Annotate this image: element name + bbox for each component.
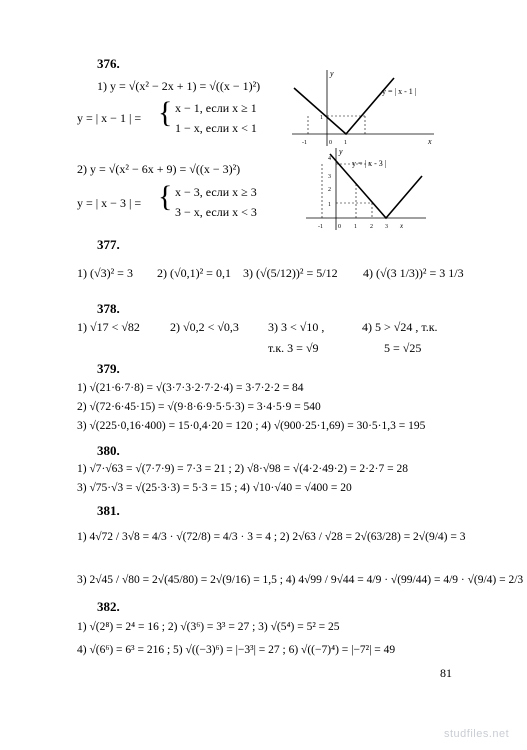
note-378-3: т.к. 3 = √9 (268, 341, 319, 355)
g2-xt-0: 0 (338, 224, 341, 230)
item-377-3: 3) (√(5/12))² = 5/12 (243, 266, 338, 280)
item-382-123: 1) √(2⁸) = 2⁴ = 16 ; 2) √(3⁶) = 3³ = 27 ; 3) √(5⁴) = 5² = 25 (77, 621, 340, 633)
graph-line (294, 78, 394, 134)
item-379-34: 3) √(225·0,16·400) = 15·0,4·20 = 120 ; 4) √(900·25·1,69) = 30·5·1,3 = 195 (77, 420, 426, 432)
g1-fn-label: y = | x - 1 | (382, 87, 417, 96)
heading-382: 382. (97, 599, 120, 614)
g2-fn-label: y = | x - 3 | (352, 159, 387, 168)
case-376-1b: 1 − x, если x < 1 (175, 121, 257, 135)
g1-xlabel: x (428, 137, 432, 146)
g2-yt-2: 2 (328, 187, 331, 193)
item-380-12: 1) √7·√63 = √(7·7·9) = 7·3 = 21 ; 2) √8·√98 = √(4·2·49·2) = 2·2·7 = 28 (77, 463, 409, 475)
g2-ylabel: y (339, 147, 343, 156)
g2-xt-x: x (400, 222, 404, 230)
eq-376-abs2: y = | x − 3 | = (77, 196, 142, 210)
heading-376: 376. (97, 56, 120, 71)
note-378-4: 5 = √25 (384, 341, 422, 355)
g2-yt-3: 3 (328, 174, 331, 180)
brace-376-2: { (158, 180, 173, 213)
case-376-2b: 3 − x, если x < 3 (175, 205, 257, 219)
g1-tick-0: 0 (329, 140, 332, 146)
item-378-3: 3) 3 < √10 , (268, 320, 325, 334)
g2-xt-m1: -1 (318, 224, 323, 230)
heading-380: 380. (97, 443, 120, 458)
item-377-1: 1) (√3)² = 3 (77, 266, 133, 280)
item-379-2: 2) √(72·6·45·15) = √(9·8·6·9·5·5·3) = 3·4·5·9 = 540 (77, 401, 321, 413)
heading-378: 378. (97, 301, 120, 316)
g2-xt-3: 3 (385, 224, 388, 230)
eq-376-1: 1) y = √(x² − 2x + 1) = √((x − 1)²) (97, 79, 261, 93)
eq-376-abs1: y = | x − 1 | = (77, 111, 142, 125)
item-378-2: 2) √0,2 < √0,3 (170, 320, 239, 334)
g2-yt-1: 1 (328, 202, 331, 208)
heading-379: 379. (97, 361, 120, 376)
watermark: studfiles.net (444, 728, 510, 740)
graph-abs-x-minus-1 (282, 66, 442, 150)
g2-yt-4: 4 (328, 156, 331, 162)
brace-376-1: { (158, 96, 173, 129)
item-379-1: 1) √(21·6·7·8) = √(3·7·3·2·7·2·4) = 3·7·2·2 = 84 (77, 382, 304, 394)
g2-xt-2: 2 (370, 224, 373, 230)
g1-tick-1: 1 (344, 140, 347, 146)
item-380-34: 3) √75·√3 = √(25·3·3) = 5·3 = 15 ; 4) √10·√40 = √400 = 20 (77, 482, 352, 494)
item-377-4: 4) (√(3 1/3))² = 3 1/3 (363, 266, 464, 280)
case-376-1a: x − 1, если x ≥ 1 (175, 101, 257, 115)
page-number: 81 (440, 666, 452, 680)
item-381-34: 3) 2√45 / √80 = 2√(45/80) = 2√(9/16) = 1,5 ; 4) 4√99 / 9√44 = 4/9 · √(99/44) = 4/9 · √(9/4) = 2/3 (77, 574, 524, 586)
item-381-12: 1) 4√72 / 3√8 = 4/3 · √(72/8) = 4/3 · 3 = 4 ; 2) 2√63 / √28 = 2√(63/28) = 2√(9/4) = 3 (77, 531, 466, 543)
g2-xt-1: 1 (354, 224, 357, 230)
g1-tick-m1: -1 (302, 140, 307, 146)
case-376-2a: x − 3, если x ≥ 3 (175, 185, 257, 199)
heading-381: 381. (97, 503, 120, 518)
g1-ylabel: y (330, 69, 334, 78)
g1-tick-y1: 1 (320, 115, 323, 121)
item-378-1: 1) √17 < √82 (77, 320, 140, 334)
heading-377: 377. (97, 237, 120, 252)
item-377-2: 2) (√0,1)² = 0,1 (157, 266, 231, 280)
item-382-456: 4) √(6⁶) = 6³ = 216 ; 5) √((−3)⁶) = |−3³| = 27 ; 6) √((−7)⁴) = |−7²| = 49 (77, 644, 396, 656)
eq-376-2: 2) y = √(x² − 6x + 9) = √((x − 3)²) (77, 162, 241, 176)
item-378-4: 4) 5 > √24 , т.к. (362, 320, 438, 334)
graph-abs-x-minus-3 (300, 146, 432, 234)
